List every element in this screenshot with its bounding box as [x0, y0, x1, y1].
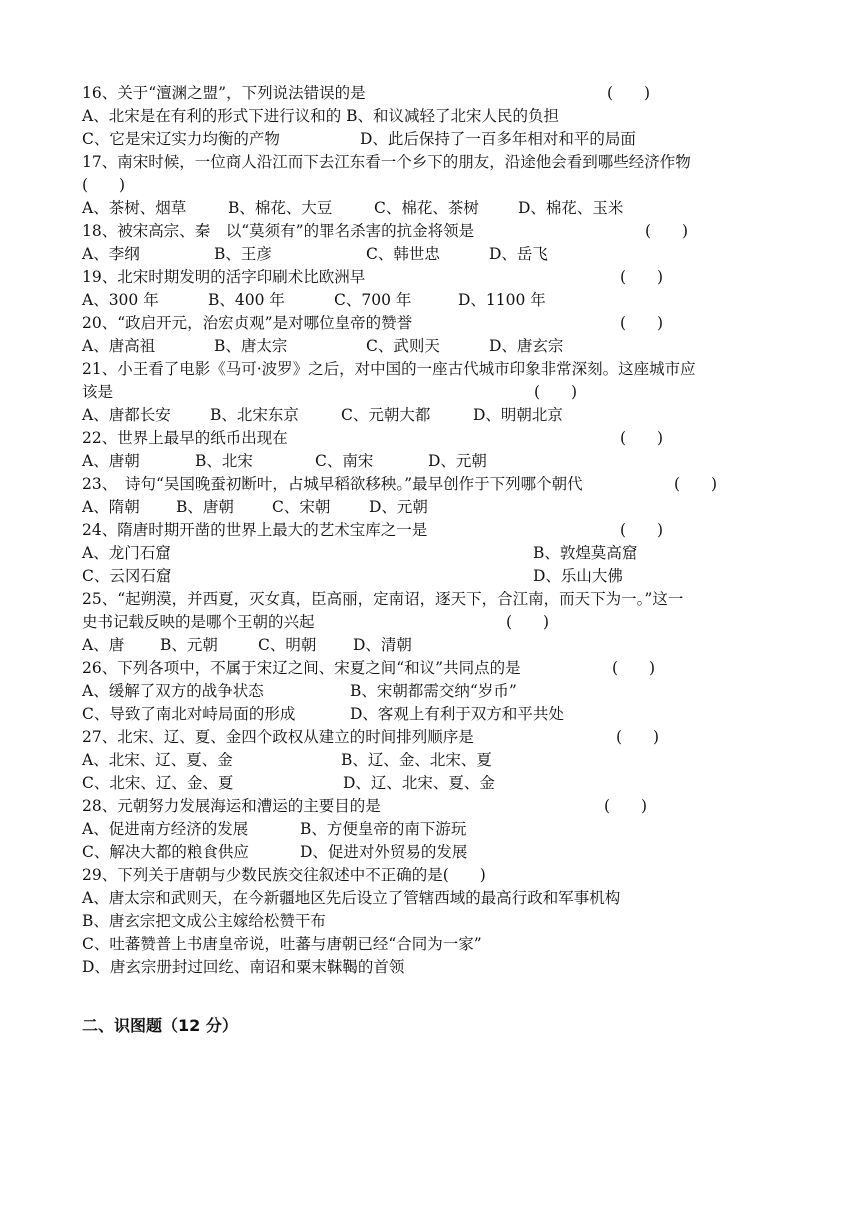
- option: B、棉花、大豆: [228, 199, 333, 217]
- option-line: [82, 910, 782, 933]
- question-text: 19、北宋时期发明的活字印刷术比欧洲早: [82, 268, 366, 286]
- option-line: [82, 565, 782, 588]
- option: B、王彦: [214, 245, 272, 263]
- question-text: 24、隋唐时期开凿的世界上最大的艺术宝库之一是: [82, 521, 428, 539]
- question-stem: [82, 427, 782, 450]
- answer-bracket: ( ): [506, 613, 550, 631]
- option: B、敦煌莫高窟: [533, 544, 638, 562]
- option: A、北宋、辽、夏、金: [82, 751, 233, 769]
- option: B、北宋东京: [210, 406, 299, 424]
- answer-bracket: ( ): [604, 797, 648, 815]
- option: A、唐都长安: [82, 406, 171, 424]
- option: D、此后保持了一百多年相对和平的局面: [360, 130, 636, 148]
- question-stem: [82, 151, 782, 174]
- answer-bracket: ( ): [82, 176, 126, 194]
- option: B、北宋: [195, 452, 253, 470]
- option: D、清朝: [353, 636, 412, 654]
- answer-bracket: ( ): [620, 314, 664, 332]
- option: D、唐玄宗: [489, 337, 564, 355]
- question-stem: [82, 266, 782, 289]
- answer-bracket: ( ): [620, 268, 664, 286]
- answer-bracket: ( ): [674, 475, 718, 493]
- question-stem: [82, 473, 782, 496]
- option: B、唐太宗: [214, 337, 288, 355]
- question-stem: [82, 220, 782, 243]
- option: D、客观上有利于双方和平共处: [350, 705, 564, 723]
- question-list: [82, 82, 782, 979]
- option: D、辽、北宋、夏、金: [343, 774, 495, 792]
- option: B、元朝: [160, 636, 218, 654]
- option: A、隋朝: [82, 498, 140, 516]
- answer-bracket: ( ): [620, 429, 664, 447]
- question-stem: [82, 657, 782, 680]
- option: D、棉花、玉米: [518, 199, 624, 217]
- option: C、宋朝: [272, 498, 331, 516]
- section-heading: 二、识图题（12 分）: [82, 1016, 238, 1035]
- answer-bracket: ( ): [607, 84, 651, 102]
- answer-bracket: ( ): [442, 866, 486, 884]
- option: B、唐朝: [176, 498, 234, 516]
- option: A、李纲: [82, 245, 140, 263]
- option-line: [82, 243, 782, 266]
- option-line: [82, 680, 782, 703]
- option: C、武则天: [366, 337, 440, 355]
- option-line: [82, 105, 782, 128]
- option: C、北宋、辽、金、夏: [82, 774, 234, 792]
- option-line: [82, 749, 782, 772]
- option: C、韩世忠: [366, 245, 440, 263]
- question-text: 23、 诗句“吴国晚蚕初断叶，占城早稻欲移秧。”最早创作于下列哪个朝代: [82, 475, 583, 493]
- option-line: [82, 634, 782, 657]
- answer-bracket: ( ): [645, 222, 689, 240]
- answer-bracket: ( ): [616, 728, 660, 746]
- question-text: 该是: [82, 383, 114, 401]
- option: C、南宋: [315, 452, 374, 470]
- option: D、乐山大佛: [533, 567, 623, 585]
- option: A、促进南方经济的发展: [82, 820, 249, 838]
- question-stem: [82, 588, 782, 611]
- question-stem: [82, 726, 782, 749]
- option: A、唐朝: [82, 452, 140, 470]
- option-line: [82, 289, 782, 312]
- question-text: 18、被宋高宗、秦 以“莫须有”的罪名杀害的抗金将领是: [82, 222, 475, 240]
- option: B、方便皇帝的南下游玩: [300, 820, 467, 838]
- question-text: 21、小王看了电影《马可·波罗》之后，对中国的一座古代城市印象非常深刻。这座城市应: [82, 360, 696, 378]
- option: B、400 年: [208, 291, 285, 309]
- option: A、茶树、烟草: [82, 199, 187, 217]
- question-text: 22、世界上最早的纸币出现在: [82, 429, 288, 447]
- option: B、辽、金、北宋、夏: [341, 751, 492, 769]
- question-text: 25、“起朔漠，并西夏，灭女真，臣高丽，定南诏，逐天下，合江南，而天下为一。”这一: [82, 590, 684, 608]
- question-stem-continued: [82, 174, 782, 197]
- option: D、元朝: [369, 498, 428, 516]
- question-stem-continued: [82, 611, 782, 634]
- option-line: [82, 542, 782, 565]
- question-text: 26、下列各项中，不属于宋辽之间、宋夏之间“和议”共同点的是: [82, 659, 521, 677]
- option: C、解决大都的粮食供应: [82, 843, 249, 861]
- answer-bracket: ( ): [620, 521, 664, 539]
- option: A、龙门石窟: [82, 544, 171, 562]
- question-stem-continued: [82, 381, 782, 404]
- option: C、700 年: [334, 291, 412, 309]
- option: A、唐高祖: [82, 337, 156, 355]
- option: C、云冈石窟: [82, 567, 172, 585]
- option: C、导致了南北对峙局面的形成: [82, 705, 296, 723]
- question-text: 史书记载反映的是哪个王朝的兴起: [82, 613, 315, 631]
- question-text: 16、关于“澶渊之盟”，下列说法错误的是: [82, 84, 366, 102]
- answer-bracket: ( ): [612, 659, 656, 677]
- option: A、300 年: [82, 291, 159, 309]
- option-line: [82, 956, 782, 979]
- question-stem: [82, 864, 782, 887]
- question-text: 28、元朝努力发展海运和漕运的主要目的是: [82, 797, 381, 815]
- question-text: 29、下列关于唐朝与少数民族交往叙述中不正确的是: [82, 866, 443, 884]
- option: D、1100 年: [458, 291, 546, 309]
- option: A、唐: [82, 636, 125, 654]
- question-stem: [82, 358, 782, 381]
- option: D、促进对外贸易的发展: [300, 843, 468, 861]
- option-line: [82, 703, 782, 726]
- option-line: [82, 818, 782, 841]
- option-line: [82, 335, 782, 358]
- option-line: [82, 197, 782, 220]
- option-line: [82, 496, 782, 519]
- option: B、宋朝都需交纳“岁币”: [350, 682, 517, 700]
- option: C、明朝: [258, 636, 317, 654]
- option-line: [82, 933, 782, 956]
- question-text: 20、“政启开元，治宏贞观”是对哪位皇帝的赞誉: [82, 314, 413, 332]
- option: C、它是宋辽实力均衡的产物: [82, 130, 280, 148]
- option: C、棉花、茶树: [374, 199, 479, 217]
- question-text: 17、南宋时候，一位商人沿江而下去江东看一个乡下的朋友，沿途他会看到哪些经济作物: [82, 153, 691, 171]
- option: C、吐蕃赞普上书唐皇帝说，吐蕃与唐朝已经“合同为一家”: [82, 935, 482, 953]
- option-line: [82, 887, 782, 910]
- option: B、唐玄宗把文成公主嫁给松赞干布: [82, 912, 326, 930]
- option: C、元朝大都: [341, 406, 431, 424]
- option-line: [82, 841, 782, 864]
- option: A、缓解了双方的战争状态: [82, 682, 264, 700]
- option: D、岳飞: [489, 245, 548, 263]
- question-stem: [82, 82, 782, 105]
- answer-bracket: ( ): [534, 383, 578, 401]
- option: D、元朝: [428, 452, 487, 470]
- question-stem: [82, 795, 782, 818]
- question-stem: [82, 519, 782, 542]
- question-text: 27、北宋、辽、夏、金四个政权从建立的时间排列顺序是: [82, 728, 474, 746]
- option-line: [82, 404, 782, 427]
- option-line: [82, 772, 782, 795]
- option: A、唐太宗和武则天，在今新疆地区先后设立了管辖西域的最高行政和军事机构: [82, 889, 621, 907]
- option: D、明朝北京: [473, 406, 563, 424]
- option-line: [82, 128, 782, 151]
- option-line: [82, 450, 782, 473]
- option: D、唐玄宗册封过回纥、南诏和粟末靺鞨的首领: [82, 958, 405, 976]
- question-stem: [82, 312, 782, 335]
- option: A、北宋是在有利的形式下进行议和的 B、和议减轻了北宋人民的负担: [82, 107, 560, 125]
